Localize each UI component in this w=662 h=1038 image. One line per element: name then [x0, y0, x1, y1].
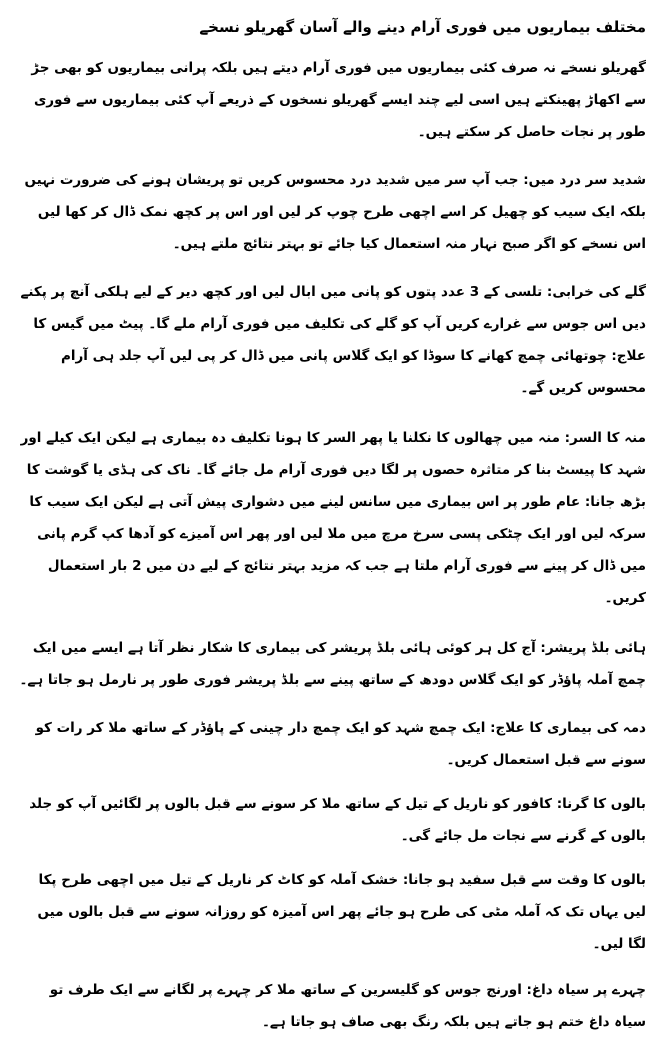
paragraph-blood-pressure: ہائی بلڈ پریشر: آج کل ہر کوئی ہائی بلڈ پریشر کی بیماری کا شکار نظر آتا ہے ایسے میں ایک چمچ آملہ پاؤڈر کو ایک گلاس دودھ کے ساتھ پینے سے بلڈ پریشر فوری طور پر نارمل ہو جاتا ہے۔ — [19, 640, 646, 688]
paragraph-intro: گھریلو نسخے نہ صرف کئی بیماریوں میں فوری آرام دیتے ہیں بلکہ پرانی بیماریوں کو بھی جڑ سے اکھاڑ پھینکتے ہیں اسی لیے چند ایسے گھریلو نسخوں کے ذریعے آپ کئی بیماریوں سے فوری طور پر نجات حاصل کر سکتے ہیں۔ — [31, 60, 646, 140]
paragraph-asthma: دمہ کی بیماری کا علاج: ایک چمچ شہد کو ایک چمچ دار چینی کے پاؤڈر کے ساتھ ملا کر رات کو سونے سے قبل استعمال کریں۔ — [35, 720, 646, 768]
paragraph-hair-fall: بالوں کا گرنا: کافور کو ناریل کے تیل کے ساتھ ملا کر سونے سے قبل بالوں پر لگائیں آپ کو جلد بالوں کے گرنے سے نجات مل جائے گی۔ — [29, 796, 646, 844]
paragraph-premature-grey: بالوں کا وقت سے قبل سفید ہو جانا: خشک آملہ کو کاٹ کر ناریل کے تیل میں اچھی طرح پکا لیں یہاں تک کہ آملہ مٹی کی طرح ہو جائے پھر اس آمیزہ کو روزانہ سونے سے قبل بالوں میں لگا لیں۔ — [37, 872, 646, 952]
paragraph-throat-gas: گلے کی خرابی: تلسی کے 3 عدد پتوں کو پانی میں ابال لیں اور کچھ دیر کے لیے ہلکی آنچ پر پکنے دیں اس جوس سے غرارے کریں آپ کو گلے کی تکلیف میں فوری آرام ملے گا۔ پیٹ میں گیس کا علاج: چوتھائی چمچ کھانے کا سوڈا کو ایک گلاس پانی میں ڈال کر پی لیں آپ جلد ہی آرام محسوس کریں گے۔ — [20, 284, 646, 396]
article-title: مختلف بیماریوں میں فوری آرام دینے والے آسان گھریلو نسخے — [199, 18, 646, 36]
paragraph-headache: شدید سر درد میں: جب آپ سر میں شدید درد محسوس کریں تو پریشان ہونے کی ضرورت نہیں بلکہ ایک سیب کو چھیل کر اسے اچھی طرح چوپ کر لیں اور اس پر کچھ نمک ڈال کر کھا لیں اس نسخے کو اگر صبح نہار منہ استعمال کیا جائے تو بہتر نتائج ملتے ہیں۔ — [24, 172, 646, 252]
paragraph-dark-spots: چہرے پر سیاہ داغ: اورنج جوس کو گلیسرین کے ساتھ ملا کر چہرے پر لگانے سے ایک طرف تو سیاہ داغ ختم ہو جاتے ہیں بلکہ رنگ بھی صاف ہو جاتا ہے۔ — [49, 982, 646, 1030]
paragraph-mouth-ulcer-nose: منہ کا السر: منہ میں چھالوں کا نکلنا یا پھر السر کا ہونا تکلیف دہ بیماری ہے لیکن ایک کیلے اور شہد کا پیسٹ بنا کر متاثرہ حصوں پر لگا دیں فوری آرام مل جائے گا۔ ناک کی ہڈی یا گوشت کا بڑھ جانا: عام طور پر اس بیماری میں سانس لینے میں دشواری پیش آتی ہے لیکن ایک سیب کا سرکہ لیں اور ایک چٹکی پسی سرخ مرچ میں ملا لیں اور پھر اس آمیزے کو آدھا کپ گرم پانی میں ڈال کر پینے سے فوری آرام ملتا ہے جب کہ مزید بہتر نتائج کے لیے دن میں 2 بار استعمال کریں۔ — [20, 430, 646, 606]
